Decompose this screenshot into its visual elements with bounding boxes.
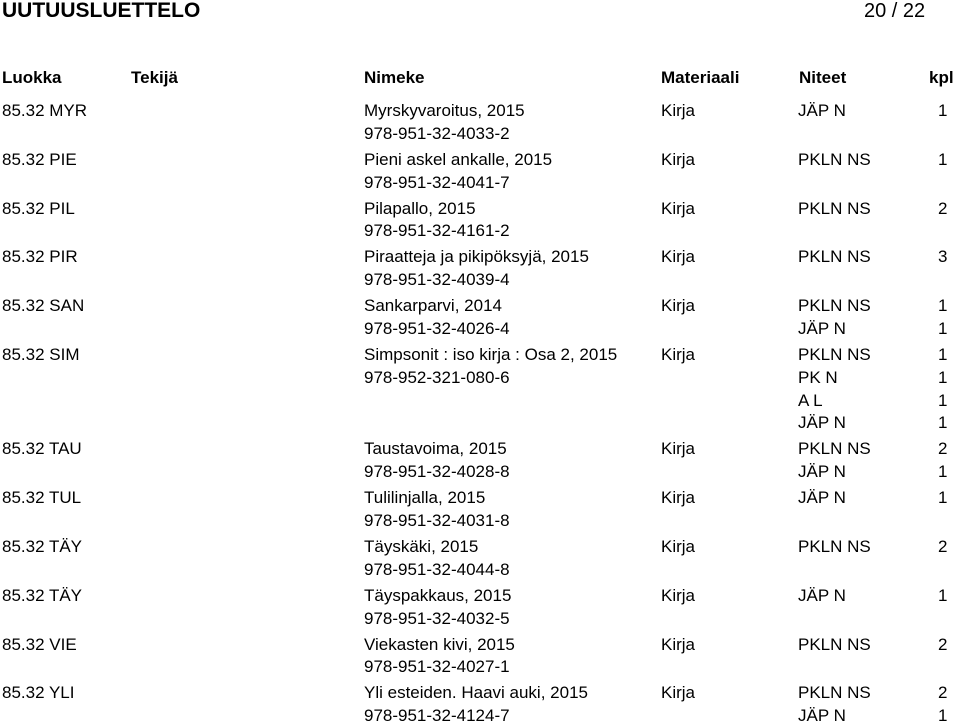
- row-luokka: 85.32 YLI: [2, 683, 75, 703]
- row-luokka: 85.32 MYR: [2, 101, 88, 120]
- row-nimeke: [364, 344, 617, 390]
- row-luokka: 85.32 SIM: [2, 345, 80, 364]
- page-number: 20 / 22: [864, 0, 926, 22]
- row-nimeke: [364, 487, 510, 533]
- copy-count: 3: [938, 247, 948, 267]
- list-item: [0, 536, 960, 582]
- row-niteet: [798, 585, 958, 608]
- row-title: Yli esteiden. Haavi auki, 2015: [364, 683, 588, 703]
- copy-line: [798, 438, 958, 461]
- row-nimeke: [364, 536, 510, 582]
- row-title: Piraatteja ja pikipöksyjä, 2015: [364, 247, 589, 267]
- copy-line: [798, 634, 958, 657]
- row-materiaali: Kirja: [661, 296, 696, 316]
- list-item: [0, 246, 960, 292]
- copy-line: [798, 536, 958, 559]
- copy-line: [798, 246, 958, 269]
- copy-location: PKLN NS: [798, 683, 871, 703]
- copy-line: [798, 100, 958, 123]
- list-item: [0, 149, 960, 195]
- row-niteet: [798, 536, 958, 559]
- copy-count: 1: [938, 413, 948, 433]
- copy-count: 1: [938, 296, 948, 316]
- row-materiaali: Kirja: [661, 683, 696, 703]
- list-item: [0, 682, 960, 728]
- copy-location: JÄP N: [798, 413, 846, 433]
- row-materiaali: Kirja: [661, 198, 696, 218]
- row-isbn: 978-951-32-4032-5: [364, 608, 510, 628]
- copy-location: PK N: [798, 367, 838, 387]
- column-header-tekija: Tekijä: [131, 68, 178, 87]
- copy-line: [798, 198, 958, 221]
- row-nimeke: [364, 246, 589, 292]
- row-materiaali: Kirja: [661, 101, 696, 120]
- row-isbn: 978-951-32-4124-7: [364, 706, 510, 726]
- copy-line: [798, 705, 958, 728]
- copy-count: 2: [938, 439, 948, 459]
- row-title: Tulilinjalla, 2015: [364, 488, 486, 508]
- row-niteet: [798, 295, 958, 341]
- row-title: Pieni askel ankalle, 2015: [364, 149, 553, 169]
- copy-location: PKLN NS: [798, 198, 871, 218]
- row-niteet: [798, 100, 958, 123]
- copy-count: 2: [938, 198, 948, 218]
- row-isbn: 978-951-32-4161-2: [364, 221, 510, 241]
- row-title: Täyskäki, 2015: [364, 537, 479, 556]
- list-item: [0, 198, 960, 244]
- row-materiaali: Kirja: [661, 149, 696, 169]
- copy-location: PKLN NS: [798, 345, 871, 364]
- row-nimeke: [364, 198, 510, 244]
- row-luokka: 85.32 VIE: [2, 634, 77, 654]
- copy-count: 1: [938, 488, 948, 508]
- copy-count: 2: [938, 634, 948, 654]
- row-nimeke: [364, 634, 515, 680]
- row-niteet: [798, 149, 958, 172]
- copy-count: 1: [938, 318, 948, 338]
- row-isbn: 978-951-32-4041-7: [364, 172, 510, 192]
- row-materiaali: Kirja: [661, 585, 696, 605]
- row-materiaali: Kirja: [661, 247, 696, 267]
- row-title: Täyspakkaus, 2015: [364, 585, 512, 605]
- row-niteet: [798, 344, 958, 435]
- row-isbn: 978-951-32-4044-8: [364, 559, 510, 579]
- list-item: [0, 487, 960, 533]
- row-title: Myrskyvaroitus, 2015: [364, 101, 525, 120]
- row-isbn: 978-951-32-4027-1: [364, 657, 510, 677]
- row-isbn: 978-952-321-080-6: [364, 367, 510, 387]
- row-isbn: 978-951-32-4033-2: [364, 123, 510, 143]
- copy-line: [798, 487, 958, 510]
- row-niteet: [798, 682, 958, 728]
- row-isbn: 978-951-32-4039-4: [364, 270, 510, 290]
- copy-location: PKLN NS: [798, 149, 871, 169]
- list-item: [0, 295, 960, 341]
- row-materiaali: Kirja: [661, 345, 696, 364]
- row-nimeke: [364, 149, 552, 195]
- row-niteet: [798, 634, 958, 657]
- row-luokka: 85.32 PIR: [2, 247, 78, 267]
- copy-location: A L: [798, 390, 823, 410]
- row-isbn: 978-951-32-4031-8: [364, 510, 510, 530]
- copy-line: [798, 295, 958, 318]
- column-header-nimeke: Nimeke: [364, 68, 425, 87]
- copy-line: [798, 390, 958, 413]
- row-niteet: [798, 246, 958, 269]
- page-title: UUTUUSLUETTELO: [2, 0, 201, 22]
- copy-count: 1: [938, 462, 948, 482]
- copy-count: 2: [938, 537, 948, 556]
- row-nimeke: [364, 585, 511, 631]
- copy-count: 2: [938, 683, 948, 703]
- row-nimeke: [364, 682, 588, 728]
- copy-line: [798, 318, 958, 341]
- copy-count: 1: [938, 706, 948, 726]
- row-materiaali: Kirja: [661, 439, 696, 459]
- row-materiaali: Kirja: [661, 488, 696, 508]
- copy-location: JÄP N: [798, 101, 846, 120]
- row-luokka: 85.32 TÄY: [2, 537, 83, 556]
- copy-location: JÄP N: [798, 488, 846, 508]
- row-luokka: 85.32 TÄY: [2, 585, 83, 605]
- copy-count: 1: [938, 367, 948, 387]
- list-item: [0, 634, 960, 680]
- copy-location: JÄP N: [798, 706, 846, 726]
- copy-location: PKLN NS: [798, 296, 871, 316]
- row-luokka: 85.32 SAN: [2, 296, 85, 316]
- row-title: Taustavoima, 2015: [364, 439, 507, 459]
- copy-line: [798, 461, 958, 484]
- copy-count: 1: [938, 101, 948, 120]
- row-luokka: 85.32 TUL: [2, 488, 82, 508]
- row-nimeke: [364, 438, 510, 484]
- row-nimeke: [364, 295, 510, 341]
- copy-line: [798, 149, 958, 172]
- row-nimeke: [364, 100, 525, 146]
- copy-location: JÄP N: [798, 462, 846, 482]
- copy-line: [798, 344, 958, 367]
- row-title: Pilapallo, 2015: [364, 198, 476, 218]
- copy-location: PKLN NS: [798, 439, 871, 459]
- copy-location: PKLN NS: [798, 247, 871, 267]
- copy-count: 1: [938, 390, 948, 410]
- row-niteet: [798, 438, 958, 484]
- list-item: [0, 438, 960, 484]
- row-materiaali: Kirja: [661, 537, 696, 556]
- copy-line: [798, 585, 958, 608]
- copy-count: 1: [938, 345, 948, 364]
- row-luokka: 85.32 TAU: [2, 439, 82, 459]
- copy-location: JÄP N: [798, 585, 846, 605]
- row-title: Sankarparvi, 2014: [364, 296, 502, 316]
- list-item: [0, 100, 960, 146]
- row-luokka: 85.32 PIE: [2, 149, 77, 169]
- row-luokka: 85.32 PIL: [2, 198, 75, 218]
- copy-location: PKLN NS: [798, 634, 871, 654]
- column-header-niteet: Niteet: [799, 68, 847, 87]
- row-niteet: [798, 487, 958, 510]
- copy-count: 1: [938, 149, 948, 169]
- column-header-kpl: kpl: [929, 68, 954, 87]
- copy-line: [798, 367, 958, 390]
- copy-line: [798, 412, 958, 435]
- row-isbn: 978-951-32-4028-8: [364, 462, 510, 482]
- column-header-materiaali: Materiaali: [661, 68, 740, 87]
- row-title: Viekasten kivi, 2015: [364, 634, 515, 654]
- row-isbn: 978-951-32-4026-4: [364, 318, 510, 338]
- copy-location: JÄP N: [798, 318, 846, 338]
- copy-count: 1: [938, 585, 948, 605]
- list-item: [0, 344, 960, 435]
- row-materiaali: Kirja: [661, 634, 696, 654]
- copy-line: [798, 682, 958, 705]
- list-item: [0, 585, 960, 631]
- row-niteet: [798, 198, 958, 221]
- copy-location: PKLN NS: [798, 537, 871, 556]
- row-title: Simpsonit : iso kirja : Osa 2, 2015: [364, 345, 618, 364]
- column-header-luokka: Luokka: [2, 68, 62, 87]
